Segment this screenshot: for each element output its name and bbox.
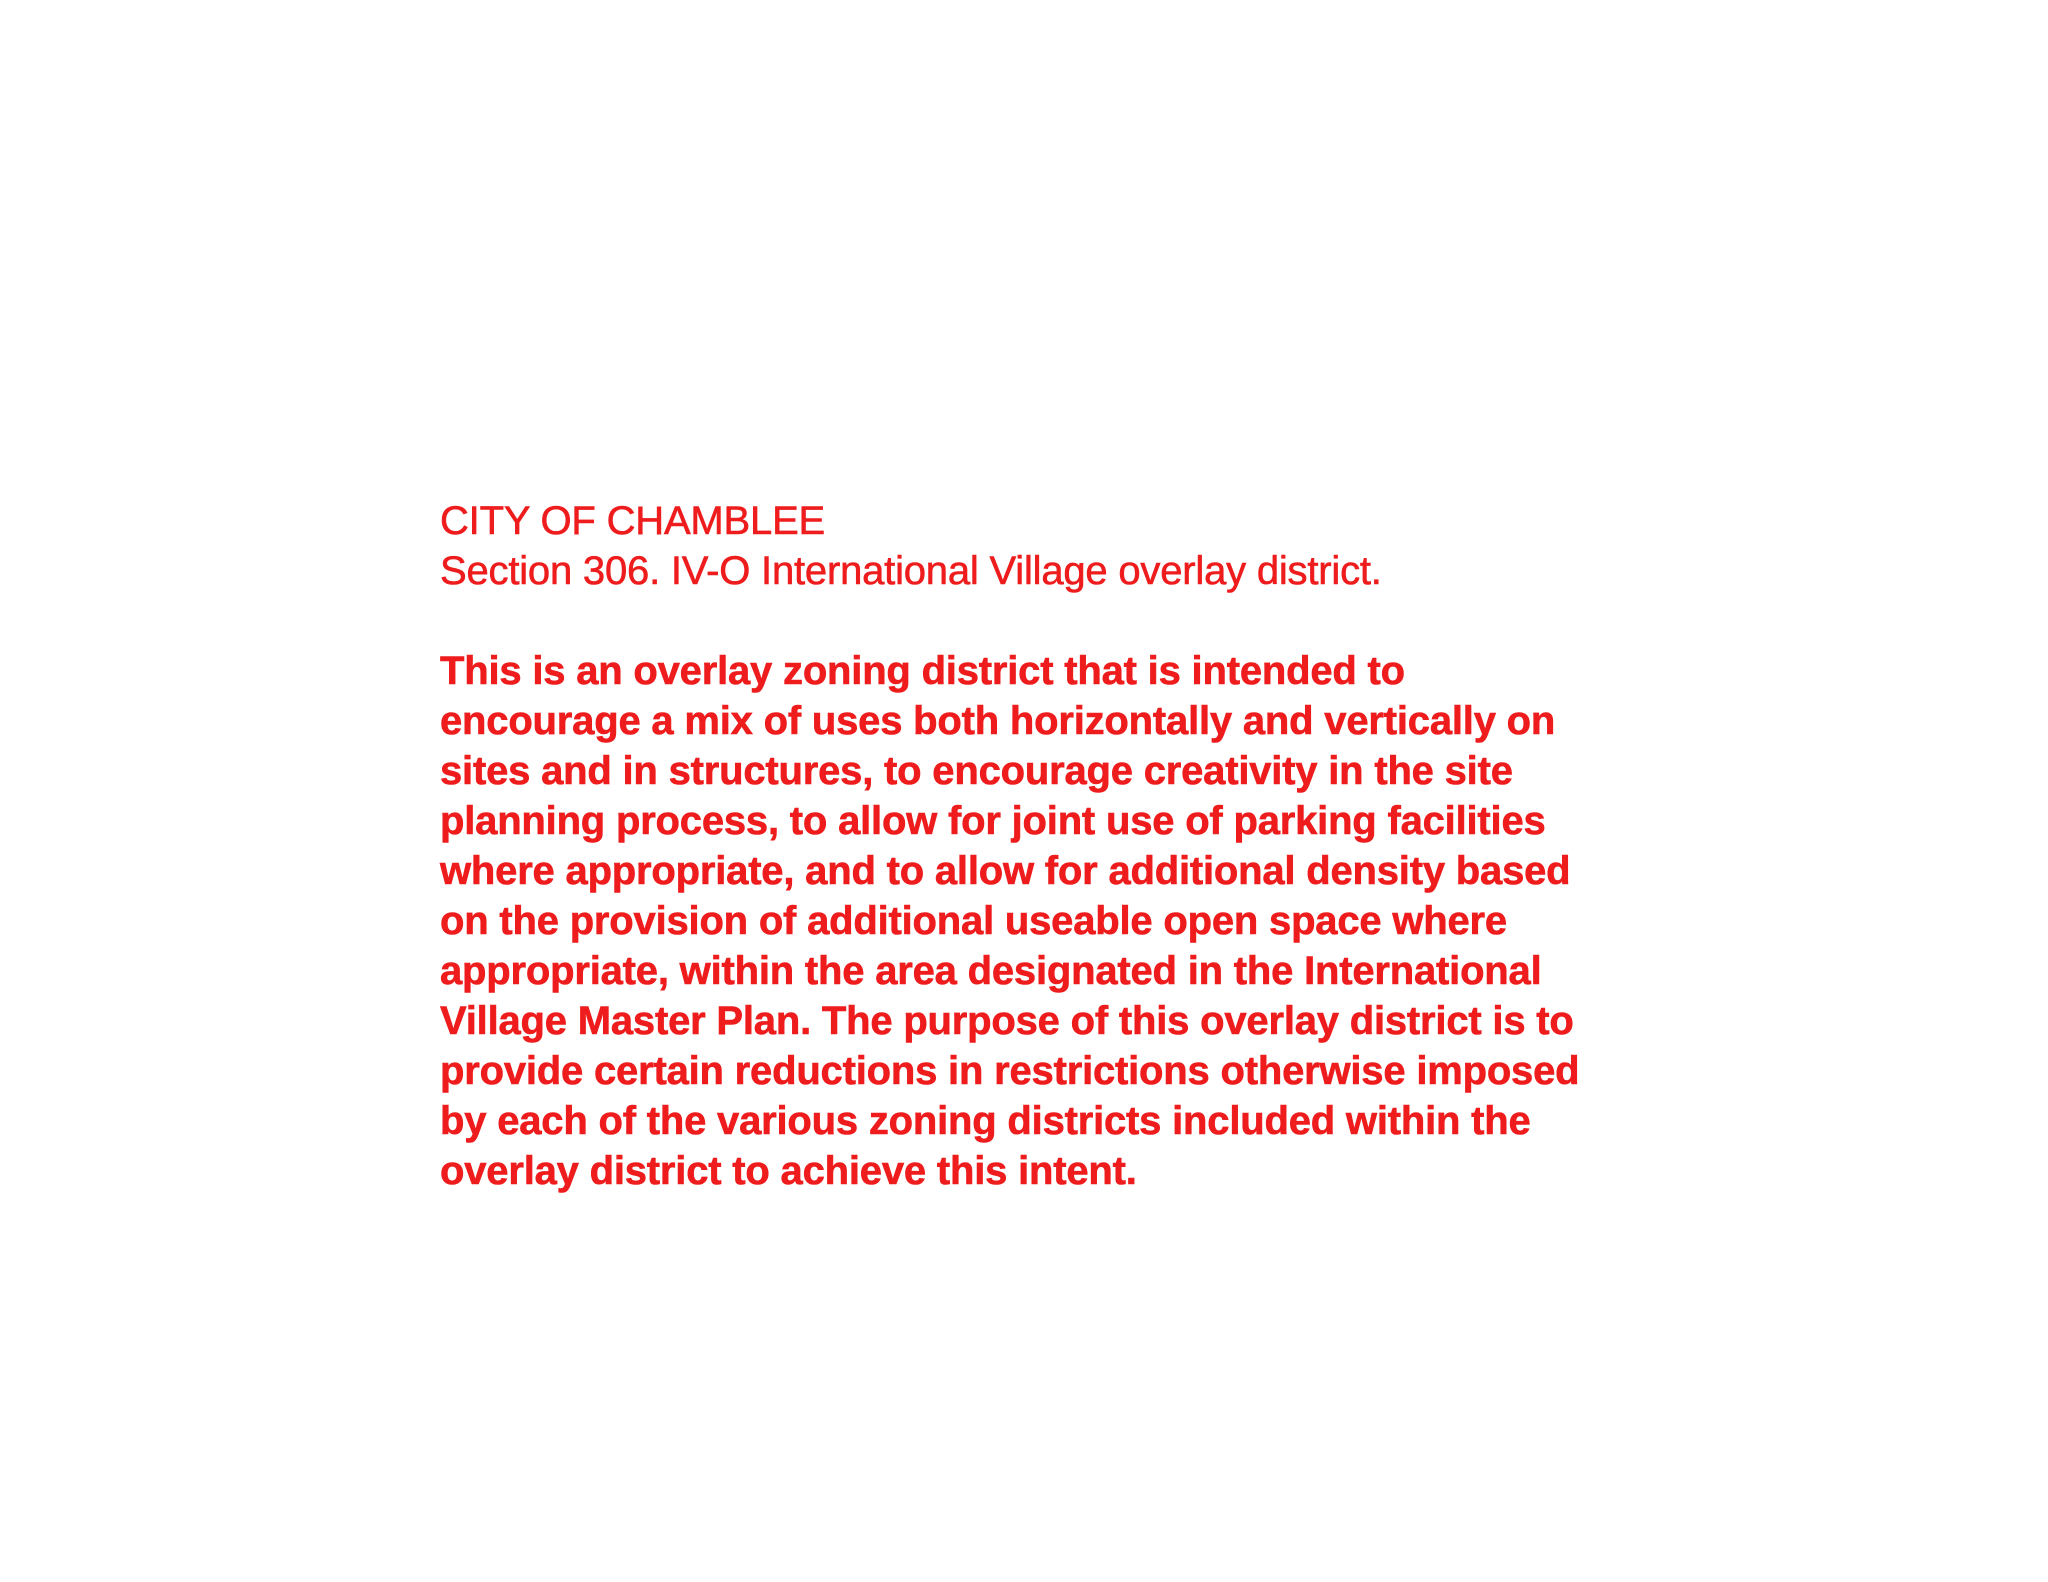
body-line: overlay district to achieve this intent. (440, 1149, 1137, 1193)
body-line: encourage a mix of uses both horizontally and vertically on (440, 699, 1556, 743)
body-line: where appropriate, and to allow for additional density based (440, 849, 1571, 893)
body-line: This is an overlay zoning district that is intended to (440, 649, 1405, 693)
body-line: sites and in structures, to encourage creativity in the site (440, 749, 1513, 793)
body-line: on the provision of additional useable open space where (440, 899, 1507, 943)
section-title: Section 306. IV-O International Village overlay district. (440, 549, 1382, 593)
body-line: by each of the various zoning districts included within the (440, 1099, 1531, 1143)
document-heading: CITY OF CHAMBLEE (440, 499, 826, 543)
body-line: appropriate, within the area designated in the International (440, 949, 1542, 993)
body-line: provide certain reductions in restrictions otherwise imposed (440, 1049, 1580, 1093)
body-line: Village Master Plan. The purpose of this overlay district is to (440, 999, 1574, 1043)
body-line: planning process, to allow for joint use of parking facilities (440, 799, 1546, 843)
document-text-block (440, 496, 1740, 1196)
paragraph-gap (440, 596, 1740, 646)
